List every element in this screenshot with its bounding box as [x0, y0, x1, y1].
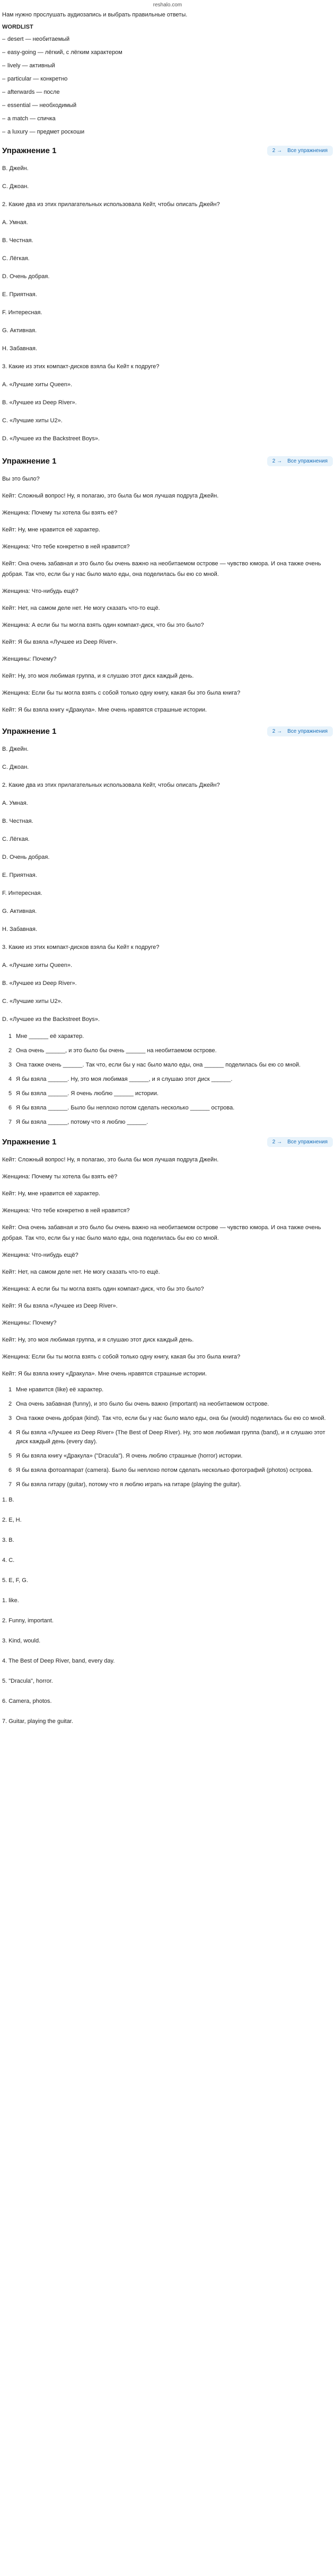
dialogue-block [2, 474, 333, 715]
final-answers-block [2, 1595, 333, 1727]
final-answer-line: 6. Camera, photos. [2, 1698, 52, 1704]
next-exercise-link[interactable]: 2 → [272, 458, 283, 464]
dialogue-line: Женщина: Почему ты хотела бы взять её? [2, 1174, 118, 1180]
question-line: C. «Лучшие хиты U2». [2, 418, 63, 424]
answer-line: 3. B. [2, 1537, 14, 1543]
fill-text: Я бы взяла ______. Было бы неплохо потом сделать несколько ______ острова. [16, 1105, 235, 1111]
fill-text: Я бы взяла ______. Я очень люблю ______ истории. [16, 1090, 159, 1097]
exercise-nav[interactable] [267, 1137, 333, 1147]
dialogue-line: Кейт: Я бы взяла «Лучшее из Deep River». [2, 1303, 118, 1309]
dialogue-line: Кейт: Ну, это моя любимая группа, и я слушаю этот диск каждый день. [2, 673, 194, 679]
wordlist-item: – a match — спичка [2, 114, 333, 123]
answer-line: 2. E, H. [2, 1517, 22, 1523]
final-answer-line: 3. Kind, would. [2, 1638, 41, 1644]
question-line: A. «Лучшие хиты Queen». [2, 381, 73, 388]
answer-line: 1. B. [2, 1497, 14, 1503]
question-line: F. Интересная. [2, 890, 42, 896]
answer-line: 4. C. [2, 1557, 15, 1564]
next-exercise-link[interactable]: 2 → [272, 728, 283, 734]
dialogue-line: Кейт: Я бы взяла книгу «Дракула». Мне очень нравятся страшные истории. [2, 707, 207, 713]
fill-item: 4 Я бы взяла ______. Ну, это моя любимая ______, и я слушаю этот диск ______. [8, 1076, 233, 1082]
wordlist-item: – desert — необитаемый [2, 35, 333, 44]
final-answer-line: 4. The Best of Deep River, band, every day. [2, 1658, 115, 1664]
exercise-header [2, 1132, 333, 1151]
question-line: D. Очень добрая. [2, 854, 50, 860]
all-exercises-link[interactable]: Все упражнения [287, 458, 328, 464]
wordlist-item: – lively — активный [2, 61, 333, 70]
wordlist-item: – a luxury — предмет роскоши [2, 128, 333, 137]
dialogue-line: Женщина: Что-нибудь ещё? [2, 588, 78, 594]
intro-text: Нам нужно прослушать аудиозапись и выбрать правильные ответы. [2, 12, 188, 18]
fill-answers-list [8, 1385, 333, 1489]
exercise-header [2, 722, 333, 741]
question-line: C. Лёгкая. [2, 836, 30, 842]
fill-item: 2 Она очень ______, и это было бы очень ______ на необитаемом острове. [8, 1047, 217, 1054]
questions-block [2, 163, 333, 444]
dialogue-line: Кейт: Сложный вопрос! Ну, я полагаю, это была бы моя лучшая подруга Джейн. [2, 1157, 219, 1163]
question-line: B. Джейн. [2, 746, 29, 752]
question-line: C. «Лучшие хиты U2». [2, 998, 63, 1005]
exercise-nav[interactable] [267, 726, 333, 736]
fill-answer-item: 2 Она очень забавная (funny), и это было бы очень важно (important) на необитаемом острове. [8, 1401, 269, 1407]
next-exercise-link[interactable]: 2 → [272, 147, 283, 154]
exercise-header [2, 141, 333, 160]
question-line: G. Активная. [2, 327, 37, 334]
dialogue-line: Женщина: Что тебе конкретно в ней нравится? [2, 1207, 130, 1214]
content [0, 11, 335, 1727]
question-line: 2. Какие два из этих прилагательных использовала Кейт, чтобы описать Джейн? [2, 201, 220, 208]
fill-item: 6 Я бы взяла ______. Было бы неплохо потом сделать несколько ______ острова. [8, 1105, 235, 1111]
final-answer-line: 1. like. [2, 1597, 19, 1604]
exercise-title: Упражнение 1 [2, 726, 57, 736]
question-line: D. «Лучшее из the Backstreet Boys». [2, 436, 100, 442]
dialogue-line: Женщина: Почему ты хотела бы взять её? [2, 510, 118, 516]
question-line: C. Джоан. [2, 764, 29, 770]
question-line: 3. Какие из этих компакт-дисков взяла бы Кейт к подруге? [2, 944, 160, 951]
fill-answer-item: 6 Я бы взяла фотоаппарат (camera). Было бы неплохо потом сделать несколько фотографий (photos) острова. [8, 1467, 313, 1473]
fill-answer-item: 7 Я бы взяла гитару (guitar), потому что я люблю играть на гитаре (playing the guitar). [8, 1481, 242, 1488]
exercise-title: Упражнение 1 [2, 456, 57, 466]
all-exercises-link[interactable]: Все упражнения [287, 728, 328, 734]
fill-item: 5 Я бы взяла ______. Я очень люблю ______ истории. [8, 1090, 159, 1097]
dialogue-line: Женщины: Почему? [2, 1320, 57, 1326]
question-line: D. Очень добрая. [2, 273, 50, 280]
fill-answer-text: Мне нравится (like) её характер. [16, 1387, 104, 1393]
dialogue-line: Кейт: Нет, на самом деле нет. Не могу сказать что-то ещё. [2, 605, 160, 611]
exercise-nav[interactable] [267, 146, 333, 156]
fill-item: 1 Мне ______ её характер. [8, 1033, 84, 1040]
dialogue-line: Женщина: Если бы ты могла взять с собой только одну книгу, какая бы это была книга? [2, 1354, 241, 1360]
dialogue-line: Женщина: Что-нибудь ещё? [2, 1252, 78, 1258]
fill-answer-text: Я бы взяла гитару (guitar), потому что я люблю играть на гитаре (playing the guitar). [16, 1481, 242, 1488]
dialogue-line: Кейт: Нет, на самом деле нет. Не могу сказать что-то ещё. [2, 1269, 160, 1275]
question-line: B. «Лучшее из Deep River». [2, 399, 77, 406]
dialogue-line: Кейт: Она очень забавная и это было бы очень важно на необитаемом острове — чувство юмора. И она также очень добрая. Так что, если бы у нас было мало еды, она поделилась бы ею со мной. [2, 1224, 321, 1241]
question-line: D. «Лучшее из the Backstreet Boys». [2, 1016, 100, 1023]
dialogue-line: Женщина: Что тебе конкретно в ней нравится? [2, 544, 130, 550]
question-line: 3. Какие из этих компакт-дисков взяла бы Кейт к подруге? [2, 363, 160, 370]
all-exercises-link[interactable]: Все упражнения [287, 147, 328, 154]
dialogue-line: Вы это было? [2, 476, 40, 482]
fill-answer-text: Я бы взяла фотоаппарат (camera). Было бы неплохо потом сделать несколько фотографий (photos) острова. [16, 1467, 313, 1473]
question-line: H. Забавная. [2, 926, 38, 932]
next-exercise-link[interactable]: 2 → [272, 1139, 283, 1145]
fill-answer-text: Она также очень добрая (kind). Так что, если бы у нас было мало еды, она бы (would) поделилась бы ею со мной. [16, 1415, 326, 1422]
dialogue-repeat-block [2, 1154, 333, 1379]
dialogue-line: Кейт: Ну, это моя любимая группа, и я слушаю этот диск каждый день. [2, 1337, 194, 1343]
answers-block [2, 1495, 333, 1586]
question-line: A. «Лучшие хиты Queen». [2, 962, 73, 969]
dialogue-line: Женщина: Если бы ты могла взять с собой только одну книгу, какая бы это была книга? [2, 690, 241, 696]
fill-answer-item: 3 Она также очень добрая (kind). Так что, если бы у нас было мало еды, она бы (would) поделилась бы ею со мной. [8, 1415, 326, 1422]
fill-text: Она очень ______, и это было бы очень ______ на необитаемом острове. [16, 1047, 217, 1054]
question-line: B. Честная. [2, 818, 33, 824]
fill-text: Я бы взяла ______, потому что я люблю ______. [16, 1119, 148, 1125]
question-line: A. Умная. [2, 800, 28, 806]
dialogue-line: Кейт: Ну, мне нравится её характер. [2, 527, 100, 533]
final-answer-line: 5. "Dracula", horror. [2, 1678, 53, 1684]
question-line: B. Честная. [2, 237, 33, 244]
exercise-header [2, 451, 333, 470]
dialogue-line: Женщина: А если бы ты могла взять один компакт-диск, что бы это было? [2, 622, 204, 628]
fill-item: 7 Я бы взяла ______, потому что я люблю ______. [8, 1119, 148, 1125]
final-answer-line: 2. Funny, important. [2, 1618, 54, 1624]
question-line: F. Интересная. [2, 309, 42, 316]
wordlist-item: – essential — необходимый [2, 101, 333, 110]
wordlist-item: – particular — конкретно [2, 75, 333, 84]
fill-answer-item: 5 Я бы взяла книгу «Дракула» ("Dracula"). Я очень люблю страшные (horror) истории. [8, 1453, 243, 1459]
dialogue-line: Кейт: Сложный вопрос! Ну, я полагаю, это была бы моя лучшая подруга Джейн. [2, 493, 219, 499]
question-line: H. Забавная. [2, 345, 38, 352]
answer-line: 5. E, F, G. [2, 1577, 28, 1584]
fill-answer-text: Она очень забавная (funny), и это было бы очень важно (important) на необитаемом острове. [16, 1401, 269, 1407]
question-line: B. Джейн. [2, 165, 29, 172]
wordlist-item: – easy-going — лёгкий, с лёгким характером [2, 48, 333, 57]
dialogue-line: Кейт: Я бы взяла книгу «Дракула». Мне очень нравятся страшные истории. [2, 1371, 207, 1377]
exercise-nav[interactable] [267, 456, 333, 466]
fill-answer-text: Я бы взяла «Лучшее из Deep River» (The Best of Deep River). Ну, это моя любимая группа (band), и я слушаю этот диск каждый день (every day). [16, 1429, 325, 1445]
final-answer-line: 7. Guitar, playing the guitar. [2, 1718, 73, 1725]
fill-answer-text: Я бы взяла книгу «Дракула» ("Dracula"). Я очень люблю страшные (horror) истории. [16, 1453, 243, 1459]
dialogue-line: Кейт: Она очень забавная и это было бы очень важно на необитаемом острове — чувство юмора. И она также очень добрая. Так что, если бы у нас было мало еды, она поделилась бы ею со мной. [2, 561, 321, 578]
question-line: G. Активная. [2, 908, 37, 914]
questions-repeat-block [2, 744, 333, 1025]
fill-text: Она также очень ______. Так что, если бы у нас было мало еды, она ______ поделилась бы ею со мной. [16, 1062, 301, 1068]
question-line: B. «Лучшее из Deep River». [2, 980, 77, 987]
question-line: C. Джоан. [2, 183, 29, 190]
fill-item: 3 Она также очень ______. Так что, если бы у нас было мало еды, она ______ поделилась бы ею со мной. [8, 1062, 301, 1068]
wordlist-title: WORDLIST [2, 24, 33, 30]
dialogue-line: Женщины: Почему? [2, 656, 57, 662]
question-line: E. Приятная. [2, 872, 37, 878]
dialogue-line: Кейт: Ну, мне нравится её характер. [2, 1191, 100, 1197]
exercise-title: Упражнение 1 [2, 146, 57, 155]
exercise-title: Упражнение 1 [2, 1137, 57, 1147]
fill-list [8, 1032, 333, 1127]
dialogue-line: Кейт: Я бы взяла «Лучшее из Deep River». [2, 639, 118, 645]
fill-text: Мне ______ её характер. [16, 1033, 84, 1040]
wordlist-item: – afterwards — после [2, 88, 333, 97]
wordlist [2, 35, 333, 137]
dialogue-line: Женщина: А если бы ты могла взять один компакт-диск, что бы это было? [2, 1286, 204, 1292]
question-line: 2. Какие два из этих прилагательных использовала Кейт, чтобы описать Джейн? [2, 782, 220, 788]
fill-answer-item: 4 Я бы взяла «Лучшее из Deep River» (The Best of Deep River). Ну, это моя любимая группа (band), и я слушаю этот диск каждый день (every day). [8, 1429, 325, 1445]
question-line: C. Лёгкая. [2, 255, 30, 262]
fill-answer-item: 1 Мне нравится (like) её характер. [8, 1387, 104, 1393]
fill-text: Я бы взяла ______. Ну, это моя любимая ______, и я слушаю этот диск ______. [16, 1076, 233, 1082]
question-line: E. Приятная. [2, 291, 37, 298]
header-link[interactable]: reshalo.com [153, 2, 182, 8]
all-exercises-link[interactable]: Все упражнения [287, 1139, 328, 1145]
question-line: A. Умная. [2, 219, 28, 226]
